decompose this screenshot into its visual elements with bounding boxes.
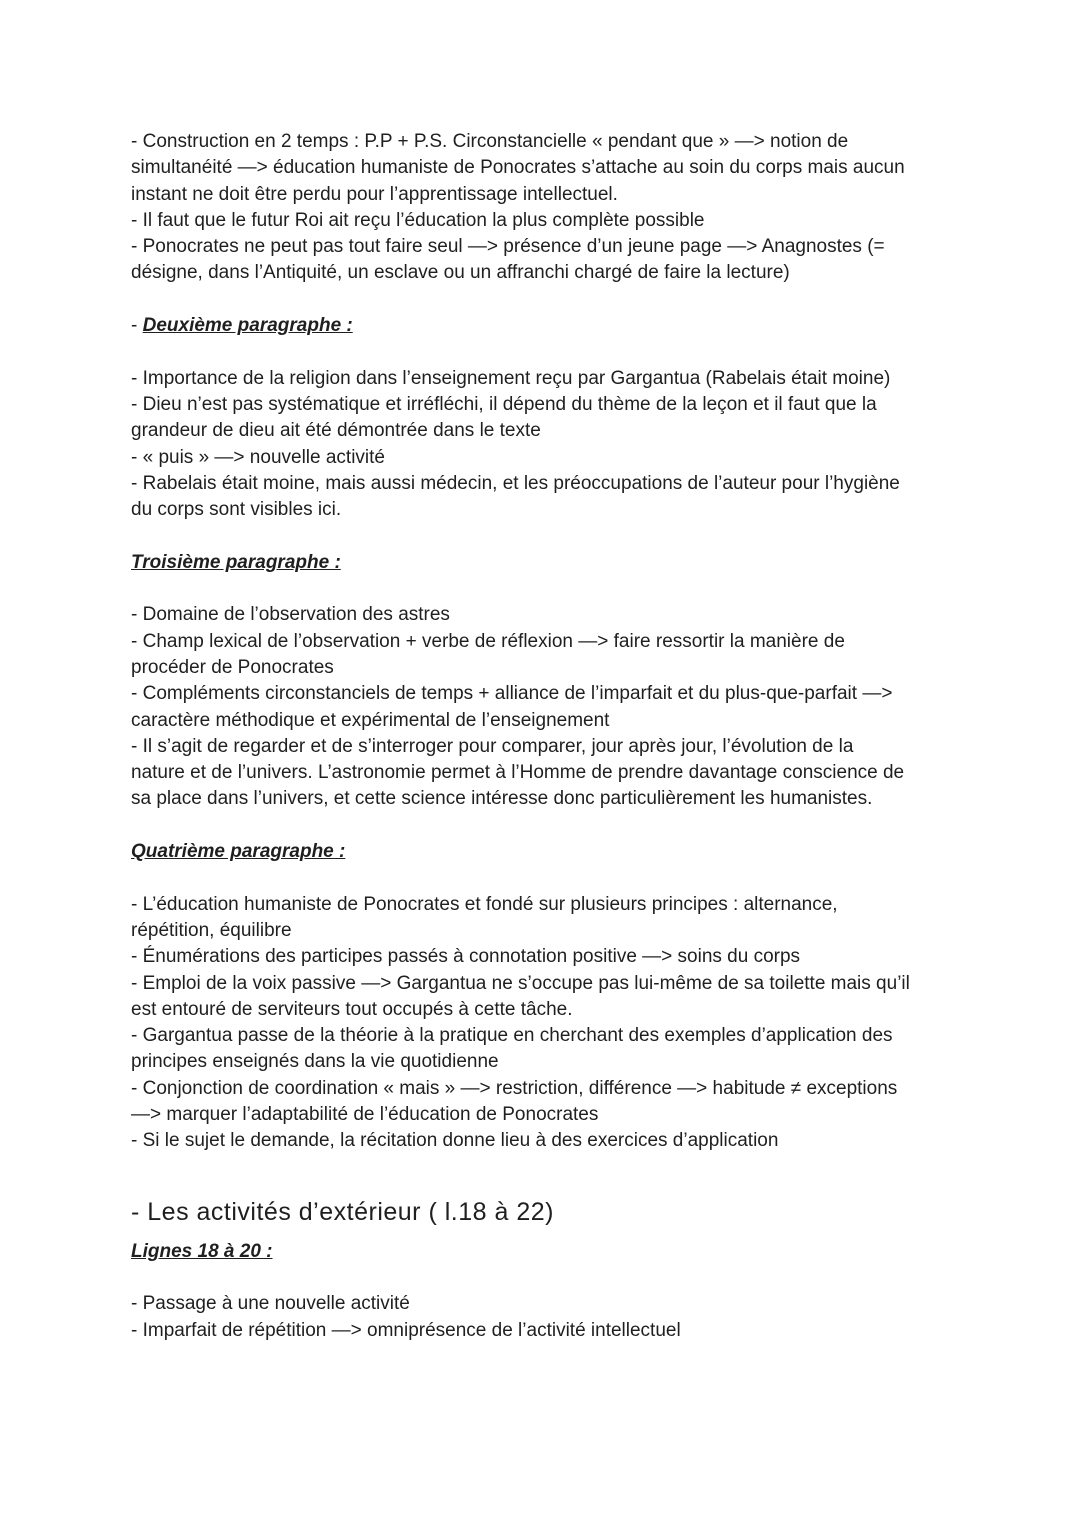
text-line: caractère méthodique et expérimental de l’enseignement <box>131 709 610 731</box>
heading-text: Troisième paragraphe : <box>131 551 341 573</box>
heading-text: Quatrième paragraphe : <box>131 841 346 863</box>
document-page <box>131 129 961 1344</box>
text-line: - Imparfait de répétition —> omniprésence de l’activité intellectuel <box>131 1319 681 1341</box>
paragraph-heading <box>131 839 961 865</box>
heading-text: Lignes 18 à 20 : <box>131 1240 273 1262</box>
spacer <box>131 1265 961 1291</box>
text-line: instant ne doit être perdu pour l’apprentissage intellectuel. <box>131 183 618 205</box>
text-line: - Emploi de la voix passive —> Gargantua ne s’occupe pas lui-même de sa toilette mais qu’il <box>131 972 910 994</box>
text-line: est entouré de serviteurs tout occupés à cette tâche. <box>131 998 573 1020</box>
section-title: - Les activités d’extérieur ( l.18 à 22) <box>131 1197 554 1226</box>
spacer <box>131 865 961 891</box>
text-line: principes enseignés dans la vie quotidienne <box>131 1051 499 1073</box>
paragraph-heading <box>131 1239 961 1265</box>
text-line: grandeur de dieu ait été démontrée dans le texte <box>131 420 541 442</box>
text-line: procéder de Ponocrates <box>131 656 334 678</box>
text-line: désigne, dans l’Antiquité, un esclave ou un affranchi chargé de faire la lecture) <box>131 262 790 284</box>
text-line: - Il faut que le futur Roi ait reçu l’éducation la plus complète possible <box>131 209 705 231</box>
text-line: - Conjonction de coordination « mais » —> restriction, différence —> habitude ≠ exceptions <box>131 1077 898 1099</box>
text-line: - Dieu n’est pas systématique et irréfléchi, il dépend du thème de la leçon et il faut que la <box>131 393 877 415</box>
text-line: - Importance de la religion dans l’enseignement reçu par Gargantua (Rabelais était moine) <box>131 367 891 389</box>
text-line: - Il s’agit de regarder et de s’interroger pour comparer, jour après jour, l’évolution de la <box>131 735 854 757</box>
text-line: - Domaine de l’observation des astres <box>131 604 450 626</box>
text-line: - « puis » —> nouvelle activité <box>131 446 385 468</box>
text-line: simultanéité —> éducation humaniste de Ponocrates s’attache au soin du corps mais aucun <box>131 157 905 179</box>
spacer <box>131 813 961 839</box>
text-line: sa place dans l’univers, et cette science intéresse donc particulièrement les humanistes. <box>131 788 873 810</box>
text-line: - Rabelais était moine, mais aussi médecin, et les préoccupations de l’auteur pour l’hygiène <box>131 472 900 494</box>
paragraph-heading <box>131 313 961 339</box>
heading-text: Deuxième paragraphe : <box>142 315 353 337</box>
text-line: - Énumérations des participes passés à connotation positive —> soins du corps <box>131 946 801 968</box>
text-line: - Compléments circonstanciels de temps + alliance de l’imparfait et du plus-que-parfait —> <box>131 683 893 705</box>
spacer <box>131 1155 961 1181</box>
text-line: du corps sont visibles ici. <box>131 499 342 521</box>
text-line: - Champ lexical de l’observation + verbe de réflexion —> faire ressortir la manière de <box>131 630 845 652</box>
spacer <box>131 287 961 313</box>
text-line: - Passage à une nouvelle activité <box>131 1293 410 1315</box>
text-line: - L’éducation humaniste de Ponocrates et fondé sur plusieurs principes : alternance, <box>131 893 838 915</box>
spacer <box>131 523 961 549</box>
text-line: - Gargantua passe de la théorie à la pratique en cherchant des exemples d’application des <box>131 1025 893 1047</box>
text-line: - Si le sujet le demande, la récitation donne lieu à des exercices d’application <box>131 1130 779 1152</box>
spacer <box>131 339 961 365</box>
heading-prefix: - <box>131 315 143 337</box>
text-line: —> marquer l’adaptabilité de l’éducation de Ponocrates <box>131 1103 599 1125</box>
text-line: répétition, équilibre <box>131 919 292 941</box>
text-line: nature et de l’univers. L’astronomie permet à l’Homme de prendre davantage conscience de <box>131 762 905 784</box>
paragraph-heading <box>131 550 961 576</box>
spacer <box>131 576 961 602</box>
text-line: - Construction en 2 temps : P.P + P.S. Circonstancielle « pendant que » —> notion de <box>131 131 849 152</box>
text-line: - Ponocrates ne peut pas tout faire seul —> présence d’un jeune page —> Anagnostes (= <box>131 236 885 258</box>
